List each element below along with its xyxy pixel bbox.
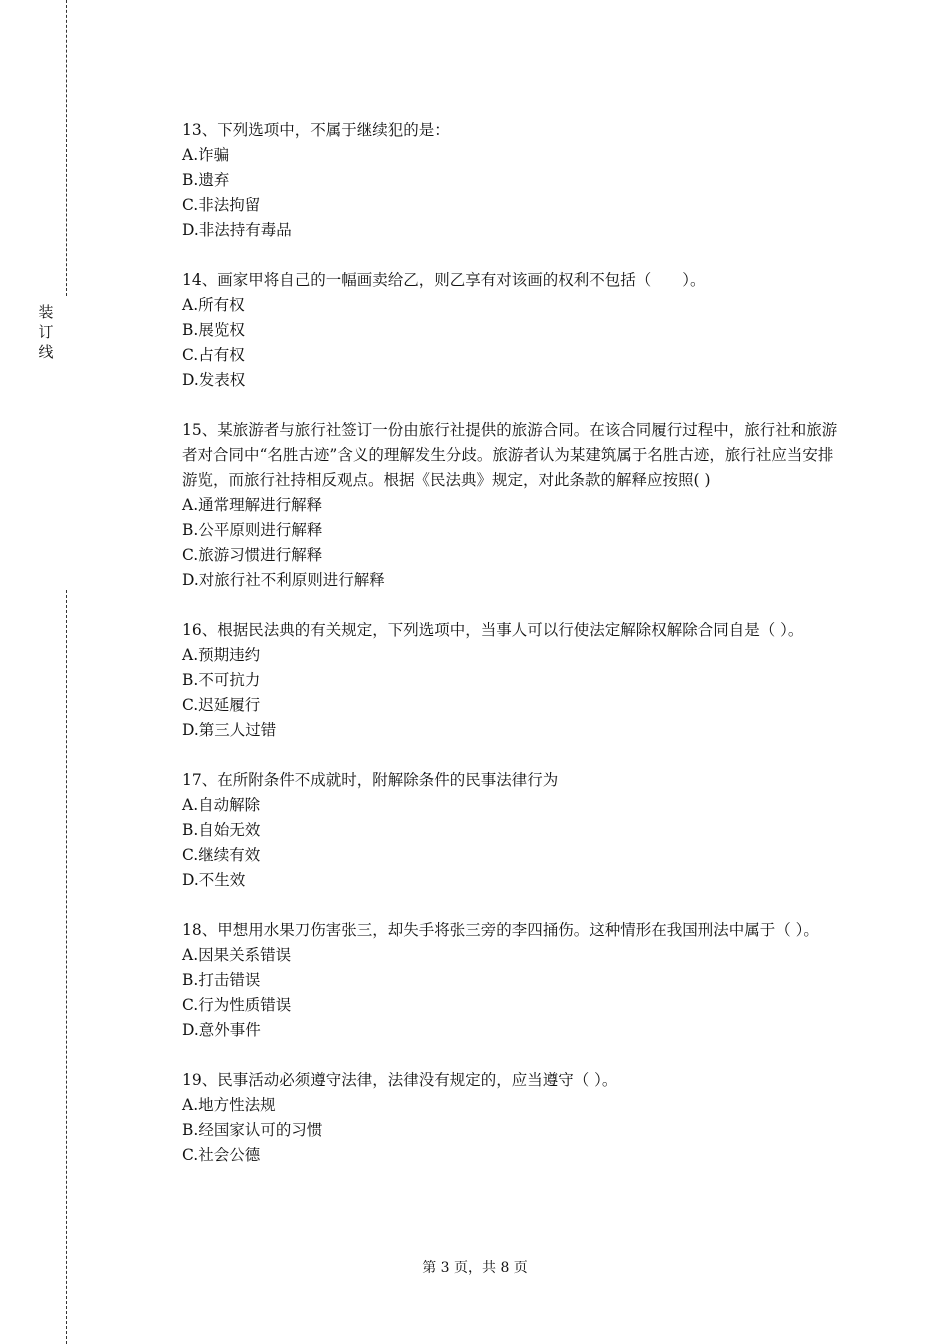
question-text: 14、画家甲将自己的一幅画卖给乙，则乙享有对该画的权利不包括（ ）。 [182, 271, 706, 289]
binding-line-label: 装订线 [38, 303, 54, 361]
question-block [182, 418, 842, 593]
question-text: 16、根据民法典的有关规定，下列选项中，当事人可以行使法定解除权解除合同自是（ ）。 [182, 621, 804, 639]
binding-dashed-line-bottom [66, 590, 67, 1344]
answer-option: D.发表权 [182, 371, 246, 389]
answer-option: A.因果关系错误 [182, 946, 292, 964]
answer-option: C.占有权 [182, 346, 245, 364]
answer-option: C.继续有效 [182, 846, 261, 864]
question-text: 18、甲想用水果刀伤害张三，却失手将张三旁的李四捅伤。这种情形在我国刑法中属于（ ）。 [182, 921, 819, 939]
answer-option: D.意外事件 [182, 1021, 261, 1039]
answer-option: C.社会公德 [182, 1146, 261, 1164]
answer-option: B.经国家认可的习惯 [182, 1121, 323, 1139]
question-block [182, 118, 842, 243]
answer-option: B.展览权 [182, 321, 245, 339]
question-block [182, 1068, 842, 1168]
question-block [182, 618, 842, 743]
answer-option: B.自始无效 [182, 821, 261, 839]
answer-option: C.迟延履行 [182, 696, 261, 714]
binding-dashed-line-top [66, 0, 67, 296]
question-list [182, 118, 842, 1168]
answer-option: B.不可抗力 [182, 671, 261, 689]
answer-option: D.对旅行社不利原则进行解释 [182, 571, 385, 589]
answer-option: D.非法持有毒品 [182, 221, 292, 239]
answer-option: A.诈骗 [182, 146, 230, 164]
question-text: 19、民事活动必须遵守法律，法律没有规定的，应当遵守（ ）。 [182, 1071, 618, 1089]
answer-option: C.非法拘留 [182, 196, 261, 214]
answer-option: A.地方性法规 [182, 1096, 276, 1114]
page-footer: 第 3 页，共 8 页 [422, 1260, 528, 1276]
answer-option: B.遗弃 [182, 171, 230, 189]
question-text: 15、某旅游者与旅行社签订一份由旅行社提供的旅游合同。在该合同履行过程中，旅行社和旅游者对合同中“名胜古迹”含义的理解发生分歧。旅游者认为某建筑属于名胜古迹，旅行社应当安排游览，而旅行社持相反观点。根据《民法典》规定，对此条款的解释应按照( ) [182, 421, 838, 489]
question-block [182, 268, 842, 393]
answer-option: B.打击错误 [182, 971, 261, 989]
answer-option: A.通常理解进行解释 [182, 496, 323, 514]
answer-option: A.预期违约 [182, 646, 261, 664]
answer-option: D.第三人过错 [182, 721, 277, 739]
answer-option: C.旅游习惯进行解释 [182, 546, 323, 564]
question-block [182, 918, 842, 1043]
question-text: 13、下列选项中，不属于继续犯的是： [182, 121, 450, 139]
answer-option: A.自动解除 [182, 796, 261, 814]
answer-option: D.不生效 [182, 871, 246, 889]
question-block [182, 768, 842, 893]
question-text: 17、在所附条件不成就时，附解除条件的民事法律行为 [182, 771, 559, 789]
answer-option: C.行为性质错误 [182, 996, 292, 1014]
answer-option: B.公平原则进行解释 [182, 521, 323, 539]
answer-option: A.所有权 [182, 296, 245, 314]
